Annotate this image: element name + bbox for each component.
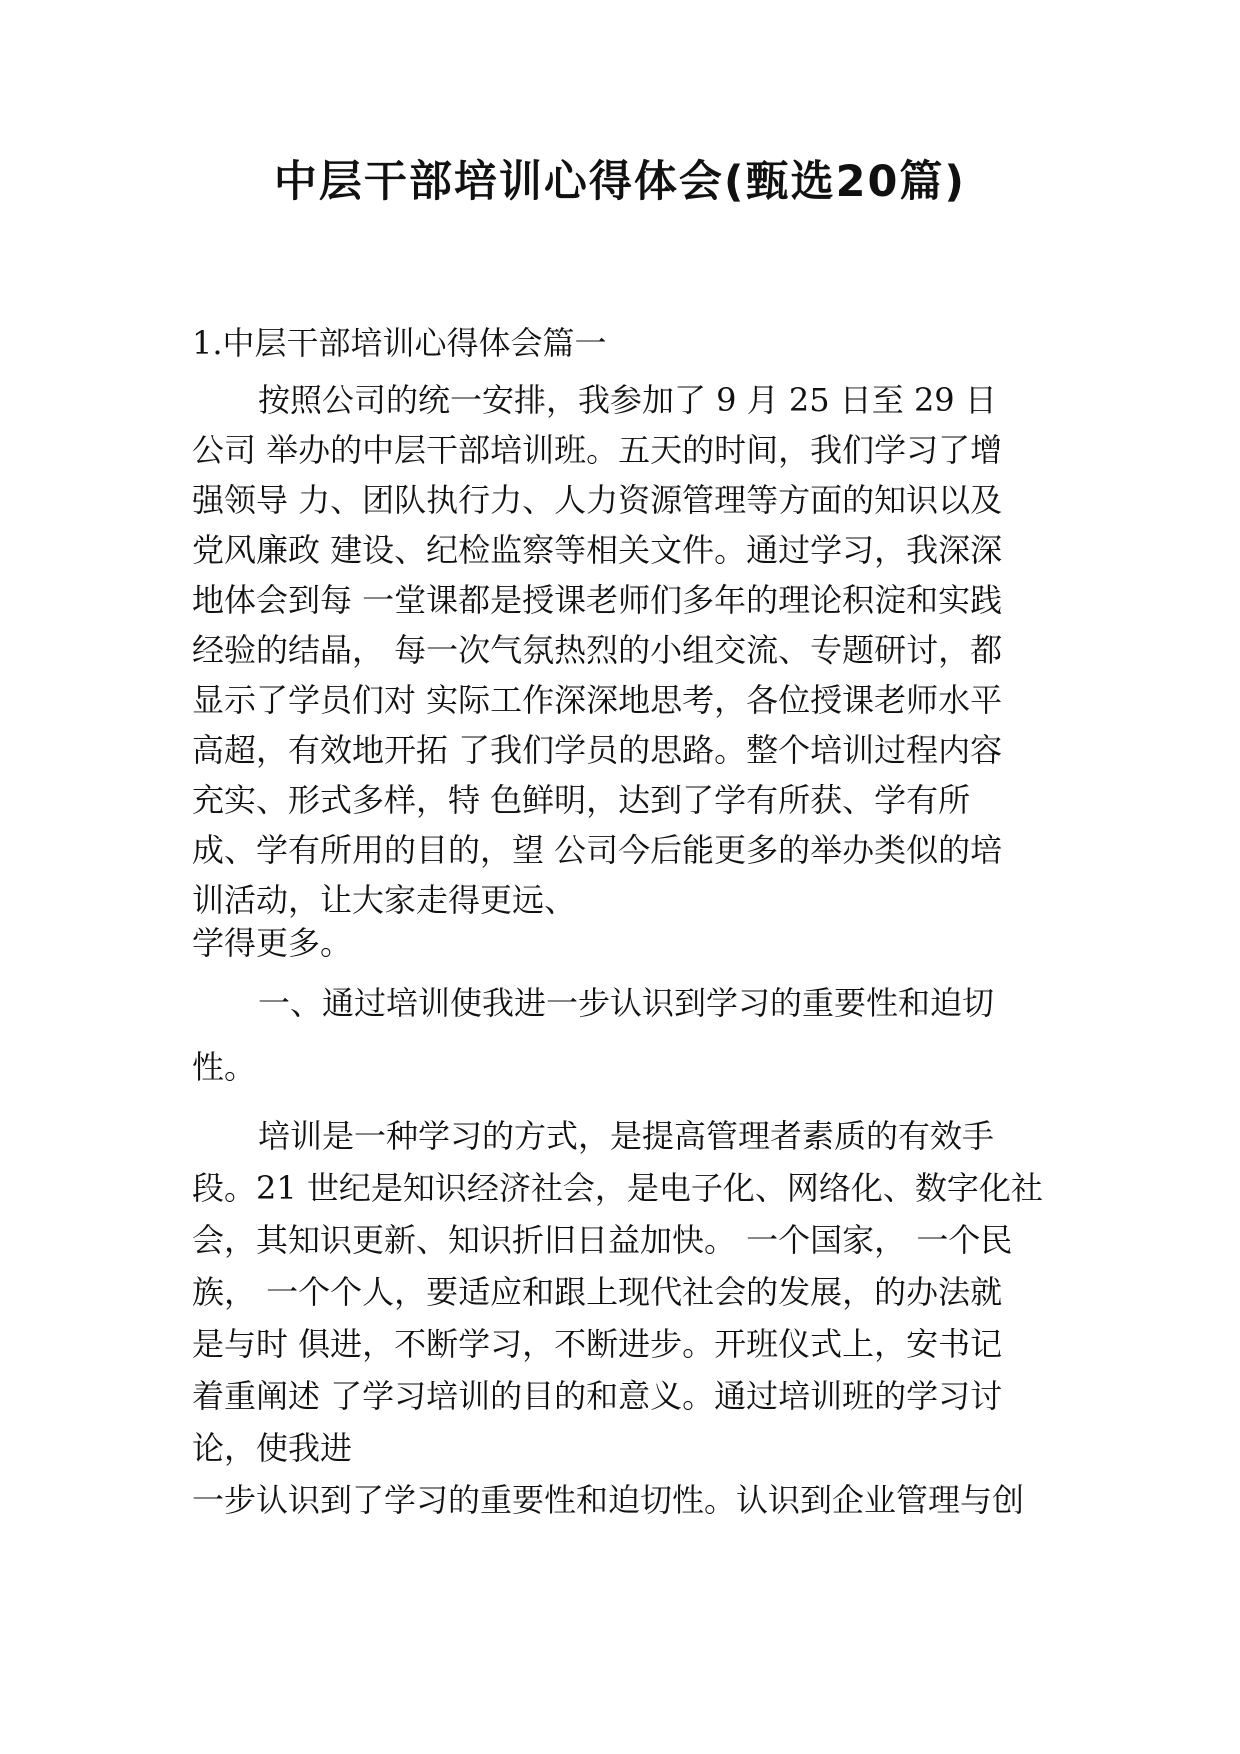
- body-line: 显示了学员们对 实际工作深深地思考，各位授课老师水平: [192, 681, 1003, 719]
- subheading-line: 一、通过培训使我进一步认识到学习的重要性和迫切: [258, 984, 995, 1022]
- body-line: 公司 举办的中层干部培训班。五天的时间，我们学习了增: [192, 431, 1003, 469]
- body-line: 论，使我进: [192, 1429, 353, 1467]
- body-line: 经验的结晶， 每一次气氛热烈的小组交流、专题研讨，都: [192, 631, 1003, 669]
- body-line: 一步认识到了学习的重要性和迫切性。认识到企业管理与创: [192, 1481, 1025, 1519]
- body-line: 培训是一种学习的方式，是提高管理者素质的有效手: [258, 1117, 995, 1155]
- document-title: 中层干部培训心得体会(甄选20篇): [273, 157, 967, 207]
- body-line: 段。21 世纪是知识经济社会，是电子化、网络化、数字化社: [192, 1169, 1043, 1207]
- body-line: 会，其知识更新、知识折旧日益加快。 一个国家， 一个民: [192, 1221, 1013, 1259]
- body-line: 成、学有所用的目的，望 公司今后能更多的举办类似的培: [192, 831, 1003, 869]
- body-line: 训活动，让大家走得更远、: [192, 881, 577, 919]
- body-line: 地体会到每 一堂课都是授课老师们多年的理论积淀和实践: [192, 581, 1003, 619]
- body-line: 充实、形式多样，特 色鲜明，达到了学有所获、学有所: [192, 781, 971, 819]
- body-line: 学得更多。: [192, 924, 353, 962]
- body-line: 按照公司的统一安排，我参加了 9 月 25 日至 29 日: [258, 381, 997, 419]
- body-line: 强领导 力、团队执行力、人力资源管理等方面的知识以及: [192, 481, 1003, 519]
- body-line: 高超，有效地开拓 了我们学员的思路。整个培训过程内容: [192, 731, 1003, 769]
- subheading-line: 性。: [192, 1048, 257, 1086]
- body-line: 是与时 俱进，不断学习，不断进步。开班仪式上，安书记: [192, 1325, 1003, 1363]
- body-line: 族， 一个个人，要适应和跟上现代社会的发展，的办法就: [192, 1273, 1003, 1311]
- body-line: 党风廉政 建设、纪检监察等相关文件。通过学习，我深深: [192, 531, 1003, 569]
- section-heading: 1.中层干部培训心得体会篇一: [192, 324, 607, 362]
- body-line: 着重阐述 了学习培训的目的和意义。通过培训班的学习讨: [192, 1377, 1003, 1415]
